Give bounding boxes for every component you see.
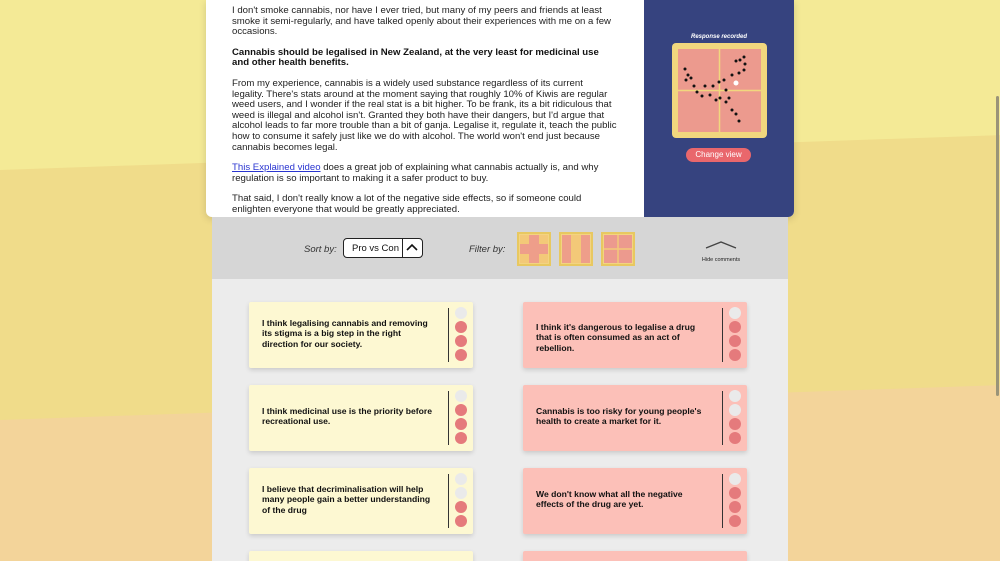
article-paragraph: From my experience, cannabis is a widely used substance regardless of its current legality. There's stats around at the moment saying that roughly 10% of Kiwis are regular weed users, and I wonder if the real stat is a bit higher. To be frank, its a bit ridiculous that weed is illegal and alcohol isn't. Granted they both have their dangers, but I'd argue that alcohol leads to far more trouble than a bit of ganja. Legalise it, regulate it, teach the public how to consume it safely just like we do with alcohol. The world won't end just because cannabis becomes legal. <box>232 77 617 153</box>
filter-quadrant-icon[interactable] <box>601 232 635 266</box>
page-scrollbar[interactable] <box>996 96 999 396</box>
article-thesis: Cannabis should be legalised in New Zealand, at the very least for medicinal use and other health benefits. <box>232 46 599 69</box>
explained-video-link[interactable]: This Explained video <box>232 162 321 174</box>
card-divider <box>448 391 449 445</box>
vote-dot[interactable] <box>455 307 467 319</box>
response-recorded-label: Response recorded <box>690 34 748 40</box>
comment-text: I think legalising cannabis and removing its stigma is a big step in the right direction for our society. <box>262 318 428 349</box>
vote-dot[interactable] <box>455 487 467 499</box>
vote-dot[interactable] <box>729 307 741 319</box>
card-divider <box>722 391 723 445</box>
opinion-matrix[interactable] <box>672 43 767 138</box>
card-divider <box>448 474 449 528</box>
vote-dot[interactable] <box>455 418 467 430</box>
article-paragraph: That said, I don't really know a lot of the negative side effects, so if someone could enlighten everyone that would be greatly appreciated. <box>232 193 582 215</box>
pro-comment-card[interactable] <box>249 385 473 451</box>
card-divider <box>722 474 723 528</box>
vote-dot[interactable] <box>729 349 741 361</box>
chevron-up-icon[interactable] <box>402 239 422 257</box>
response-panel <box>644 0 794 217</box>
vote-dot[interactable] <box>729 321 741 333</box>
card-divider <box>448 308 449 362</box>
card-divider <box>722 308 723 362</box>
sort-label: Sort by: <box>304 244 337 255</box>
vote-dot[interactable] <box>729 473 741 485</box>
vote-dot[interactable] <box>455 390 467 402</box>
con-comment-card[interactable] <box>523 385 747 451</box>
vote-dot[interactable] <box>455 335 467 347</box>
sort-select[interactable] <box>343 238 423 258</box>
vote-dot[interactable] <box>729 501 741 513</box>
article-paragraph <box>232 163 617 184</box>
comment-text: We don't know what all the negative effects of the drug are yet. <box>536 489 683 510</box>
change-view-button[interactable]: Change view <box>686 148 751 162</box>
vote-dot[interactable] <box>455 432 467 444</box>
hide-comments-label: Hide comments <box>701 257 741 263</box>
vote-dot[interactable] <box>455 473 467 485</box>
article-card <box>206 0 794 217</box>
opinion-scatter <box>672 43 767 138</box>
vote-dot[interactable] <box>455 501 467 513</box>
pro-comment-card[interactable] <box>249 302 473 368</box>
article-paragraph: I don't smoke cannabis, nor have I ever tried, but many of my peers and friends at least smoke it semi-regularly, and have talked openly about their experiences with me on a few occasions. <box>232 5 611 38</box>
con-comment-card[interactable] <box>523 551 747 561</box>
pro-comment-card[interactable] <box>249 551 473 561</box>
hide-comments-button[interactable] <box>698 237 744 263</box>
con-comment-card[interactable] <box>523 468 747 534</box>
comment-text: I think it's dangerous to legalise a drug that is often consumed as an act of rebellion. <box>536 322 696 353</box>
link-sentence: does a great job of explaining what cannabis actually is, and why regulation is so important to making it a safer product to buy. <box>232 162 599 184</box>
vote-dot[interactable] <box>729 515 741 527</box>
chevron-up-icon <box>704 240 738 250</box>
filter-label: Filter by: <box>469 244 506 255</box>
sort-value: Pro vs Con <box>352 243 399 254</box>
filter-grid-icon[interactable] <box>517 232 551 266</box>
filter-columns-icon[interactable] <box>559 232 593 266</box>
pro-comment-card[interactable] <box>249 468 473 534</box>
vote-dot[interactable] <box>729 432 741 444</box>
comment-text: I believe that decriminalisation will help many people gain a better understanding of the drug <box>262 484 431 515</box>
con-comment-card[interactable] <box>523 302 747 368</box>
vote-dot[interactable] <box>455 404 467 416</box>
comment-text: I think medicinal use is the priority before recreational use. <box>262 406 433 427</box>
vote-dot[interactable] <box>729 335 741 347</box>
comment-text: Cannabis is too risky for young people's health to create a market for it. <box>536 406 702 427</box>
comments-section <box>212 279 788 561</box>
article-body <box>232 6 617 217</box>
sort-filter-bar <box>212 217 788 279</box>
vote-dot[interactable] <box>729 390 741 402</box>
vote-dot[interactable] <box>729 487 741 499</box>
vote-dot[interactable] <box>455 321 467 333</box>
vote-dot[interactable] <box>729 404 741 416</box>
vote-dot[interactable] <box>729 418 741 430</box>
vote-dot[interactable] <box>455 515 467 527</box>
vote-dot[interactable] <box>455 349 467 361</box>
